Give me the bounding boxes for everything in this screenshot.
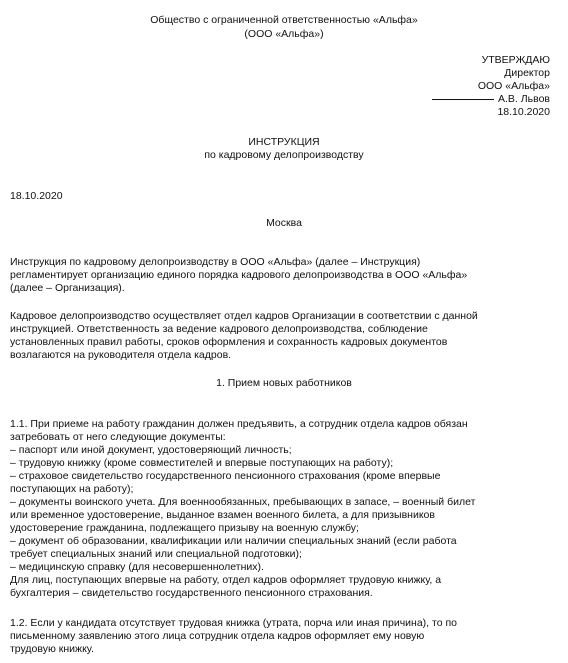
- list-item: – трудовую книжку (кроме совместителей и впервые поступающих на работу);: [10, 457, 394, 469]
- clause-1-1: [10, 418, 475, 600]
- text-line: установленных правил работы, сроков оформления и сохранность кадровых документов: [10, 336, 448, 348]
- org-short-name: (ООО «Альфа»): [244, 28, 324, 40]
- signature-line: [432, 99, 494, 100]
- document-city: Москва: [266, 217, 302, 229]
- clause-1-2: [10, 617, 457, 656]
- approval-label: УТВЕРЖДАЮ: [481, 54, 550, 66]
- document-title: ИНСТРУКЦИЯ: [248, 136, 320, 148]
- text-line: требует специальных знаний или специальной подготовки);: [10, 548, 302, 560]
- list-item: – паспорт или иной документ, удостоверяющий личность;: [10, 444, 292, 456]
- list-item: – документы воинского учета. Для военнообязанных, пребывающих в запасе, – военный билет: [10, 496, 476, 508]
- approval-date: 18.10.2020: [497, 106, 550, 118]
- text-line: возлагаются на руководителя отдела кадров.: [10, 349, 232, 361]
- list-item: – страховое свидетельство государственного пенсионного страхования (кроме впервые: [10, 470, 441, 482]
- org-full-name: Общество с ограниченной ответственностью «Альфа»: [150, 14, 418, 26]
- text-line: регламентирует организацию единого порядка кадрового делопроизводства в ООО «Альфа»: [10, 269, 468, 281]
- intro-paragraph: [10, 256, 467, 295]
- text-line: 1.1. При приеме на работу гражданин должен предъявить, а сотрудник отдела кадров обязан: [10, 418, 468, 430]
- text-line: Кадровое делопроизводство осуществляет отдел кадров Организации в соответствии с данной: [10, 310, 478, 322]
- approval-position: Директор: [504, 67, 550, 79]
- list-item: – документ об образовании, квалификации или наличии специальных знаний (если работа: [10, 535, 457, 547]
- text-line: Для лиц, поступающих впервые на работу, отдел кадров оформляет трудовую книжку, а: [10, 574, 442, 586]
- approval-block: [432, 54, 550, 119]
- text-line: бухгалтерия – свидетельство государственного пенсионного страхования.: [10, 587, 373, 599]
- document-date: 18.10.2020: [10, 190, 63, 202]
- approval-signature-row: [432, 93, 550, 106]
- text-line: письменному заявлению этого лица сотрудник отдела кадров оформляет ему новую: [10, 630, 425, 642]
- text-line: удостоверение гражданина, подлежащего призыву на военную службу;: [10, 522, 359, 534]
- approval-signer: А.В. Львов: [498, 93, 550, 105]
- text-line: поступающих на работу);: [10, 483, 134, 495]
- text-line: затребовать от него следующие документы:: [10, 431, 226, 443]
- text-line: инструкцией. Ответственность за ведение кадрового делопроизводства, соблюдение: [10, 323, 428, 335]
- approval-org: ООО «Альфа»: [477, 80, 550, 92]
- text-line: или временное удостоверение, выданное взамен военного билета, а для призывников: [10, 509, 435, 521]
- text-line: Инструкция по кадровому делопроизводству в ООО «Альфа» (далее – Инструкция): [10, 256, 421, 268]
- list-item: – медицинскую справку (для несовершеннолетних).: [10, 561, 264, 573]
- text-line: 1.2. Если у кандидата отсутствует трудовая книжка (утрата, порча или иная причина), то по: [10, 617, 457, 629]
- document-subtitle: по кадровому делопроизводству: [204, 149, 364, 161]
- text-line: трудовую книжку.: [10, 643, 94, 655]
- responsibility-paragraph: [10, 310, 478, 362]
- section-heading: 1. Прием новых работников: [216, 377, 352, 389]
- text-line: (далее – Организация).: [10, 282, 125, 294]
